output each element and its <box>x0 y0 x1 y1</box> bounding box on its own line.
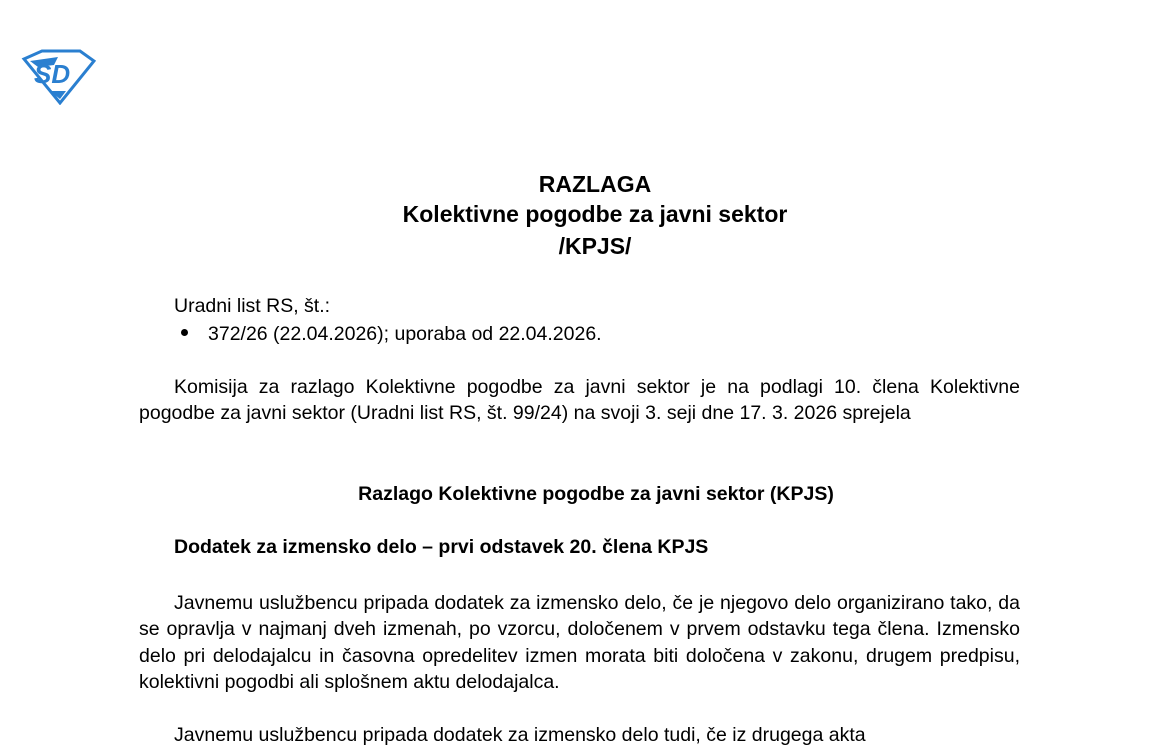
document-subtitle: Kolektivne pogodbe za javni sektor <box>402 201 788 227</box>
body-paragraph-partial: Javnemu uslužbencu pripada dodatek za izmensko delo tudi, če iz drugega akta <box>174 724 866 746</box>
intro-paragraph: Komisija za razlago Kolektivne pogodbe za javni sektor je na podlagi 10. člena Kolektivne pogodbe za javni sektor (Uradni list RS, št. 99/24) na svoji 3. seji dne 17. 3. 2026 sprejela <box>139 376 1020 425</box>
document-title: RAZLAGA <box>538 171 652 197</box>
sd-logo-icon <box>20 47 96 105</box>
gazette-item-text: 372/26 (22.04.2026); uporaba od 22.04.2026. <box>208 323 602 345</box>
gazette-label: Uradni list RS, št.: <box>174 295 331 317</box>
subsection-heading: Dodatek za izmensko delo – prvi odstavek 20. člena KPJS <box>174 536 709 558</box>
gazette-list-item <box>174 323 602 346</box>
bullet-icon <box>181 329 188 336</box>
svg-text:SD: SD <box>34 59 71 89</box>
body-paragraph: Javnemu uslužbencu pripada dodatek za izmensko delo, če je njegovo delo organizirano tako, da se opravlja v najmanj dveh izmenah, po vzorcu, določenem v prvem odstavku tega člena. Izmensko delo pri delodajalcu in časovna opredelitev izmen morata biti določena v zakonu, drugem predpisu, kolektivni pogodbi ali splošnem aktu delodajalca. <box>139 592 1020 694</box>
section-heading: Razlago Kolektivne pogodbe za javni sektor (KPJS) <box>358 483 834 505</box>
document-abbreviation: /KPJS/ <box>558 233 632 259</box>
